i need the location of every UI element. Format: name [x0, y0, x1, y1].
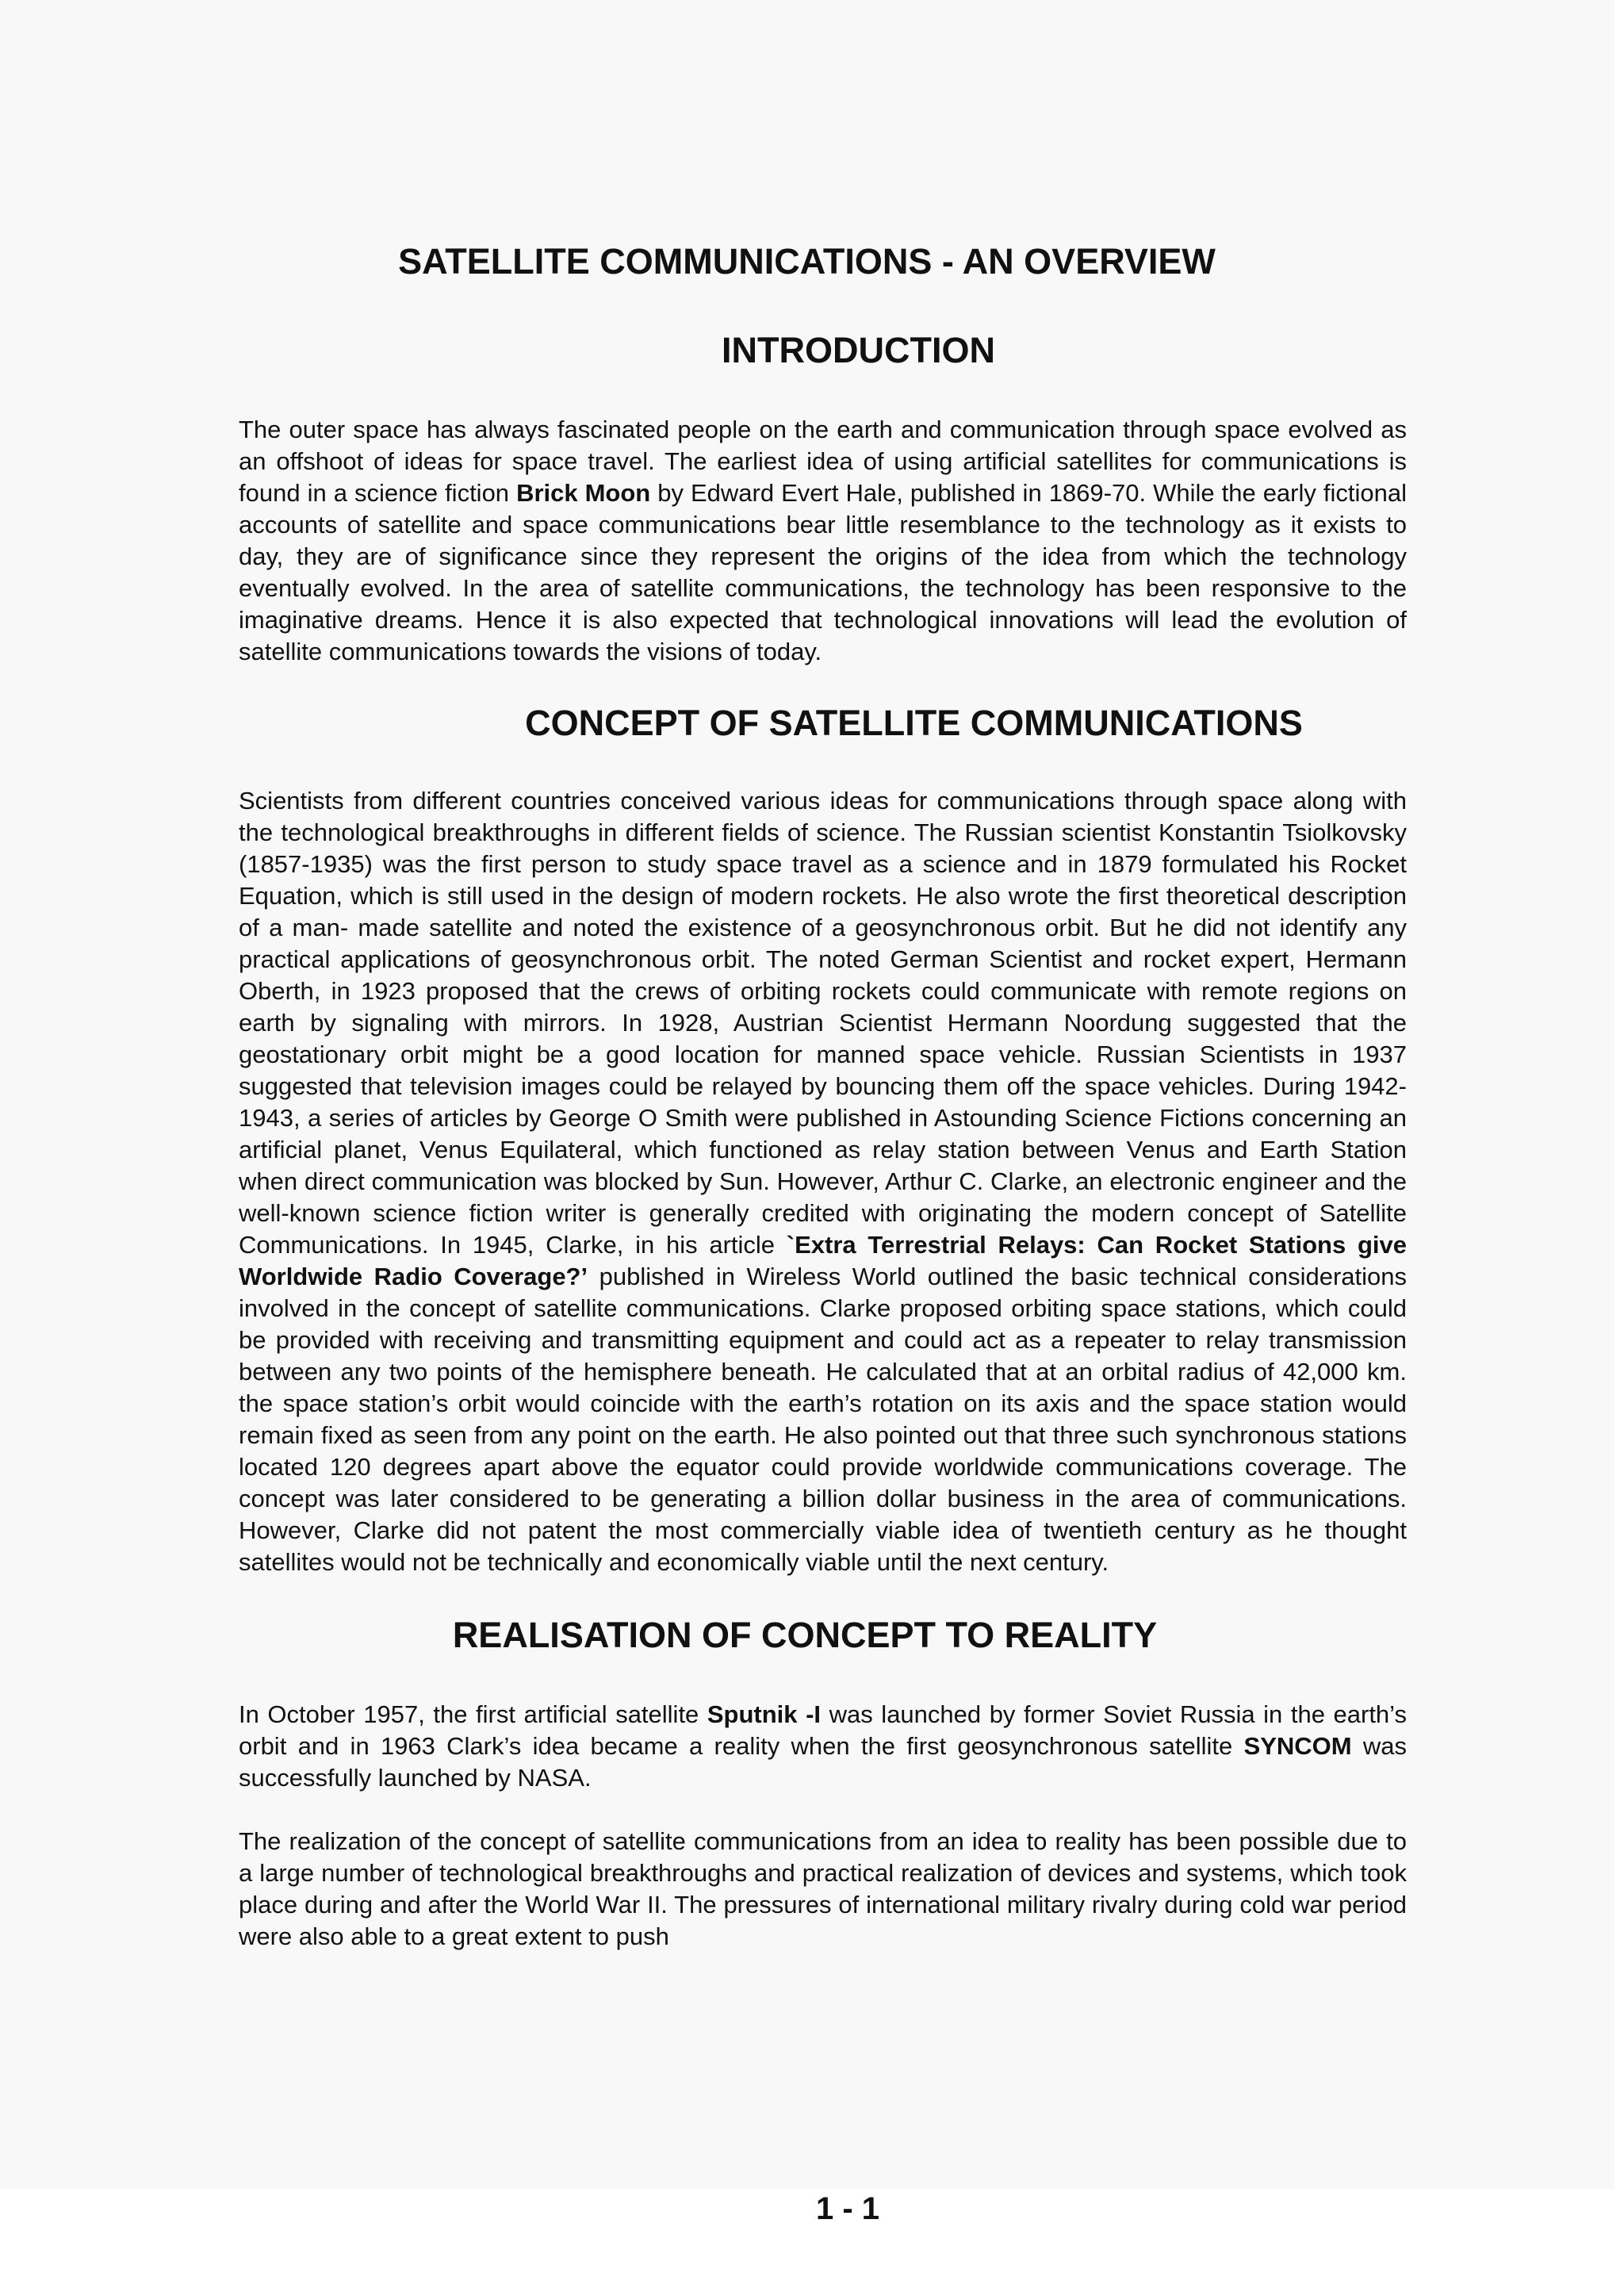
- syncom-name: SYNCOM: [1243, 1732, 1352, 1760]
- section-heading-introduction: INTRODUCTION: [722, 330, 995, 370]
- intro-book-title: Brick Moon: [516, 479, 651, 507]
- page-number: 1 - 1: [815, 2191, 880, 2226]
- realisation-text-1: In October 1957, the first artificial satellite: [239, 1700, 707, 1728]
- section-heading-realisation: REALISATION OF CONCEPT TO REALITY: [452, 1615, 1158, 1655]
- concept-text-2: published in Wireless World outlined the basic technical considerations involved in the concept of satellite communications. Clarke proposed orbiting space stations, which could be provided with receiving and transmitting equipment and could act as a repeater to relay transmission between any two points of the hemisphere beneath. He calculated that at an orbital radius of 42,000 km. the space station’s orbit would coincide with the earth’s rotation on its axis and the space station would remain fixed as seen from any point on the earth. He also pointed out that three such synchronous stations located 120 degrees apart above the equator could provide worldwide communications coverage. The concept was later considered to be generating a billion dollar business in the area of communications. However, Clarke did not patent the most commercially viable idea of twentieth century as he thought satellites would not be technically and economically viable until the next century.: [239, 1263, 1408, 1576]
- document-body: [239, 238, 1407, 1953]
- realisation-text-2: was launched by former Soviet Russia in the earth’s orbit and in 1963 Clark’s idea became a reality when the first geosynchronous satellite: [239, 1700, 1408, 1760]
- concept-article-title: `Extra Terrestrial Relays: Can Rocket Stations give Worldwide Radio Coverage?’: [239, 1231, 1407, 1290]
- realisation-paragraph-1: [239, 1699, 1407, 1794]
- document-title: SATELLITE COMMUNICATIONS - AN OVERVIEW: [398, 241, 1216, 282]
- intro-text-1: The outer space has always fascinated people on the earth and communication through space evolved as an offshoot of ideas for space travel. The earliest idea of using artificial satellites for communications is found in a science fiction: [239, 416, 1407, 507]
- concept-text-1: Scientists from different countries conceived various ideas for communications through space along with the technological breakthroughs in different fields of science. The Russian scientist Konstantin Tsiolkovsky (1857-1935) was the first person to study space travel as a science and in 1879 formulated his Rocket Equation, which is still used in the design of modern rockets. He also wrote the first theoretical description of a man- made satellite and noted the existence of a geosynchronous orbit. But he did not identify any practical applications of geosynchronous orbit. The noted German Scientist and rocket expert, Hermann Oberth, in 1923 proposed that the crews of orbiting rockets could communicate with remote regions on earth by signaling with mirrors. In 1928, Austrian Scientist Hermann Noordung suggested that the geostationary orbit might be a good location for manned space vehicle. Russian Scientists in 1937 suggested that television images could be relayed by bouncing them off the space vehicles. During 1942-1943, a series of articles by George O Smith were published in Astounding Science Fictions concerning an artificial planet, Venus Equilateral, which functioned as relay station between Venus and Earth Station when direct communication was blocked by Sun. However, Arthur C. Clarke, an electronic engineer and the well-known science fiction writer is generally credited with originating the modern concept of Satellite Communications. In 1945, Clarke, in his article: [239, 787, 1407, 1259]
- sputnik-name: Sputnik -I: [707, 1700, 822, 1728]
- section-heading-concept: CONCEPT OF SATELLITE COMMUNICATIONS: [525, 703, 1303, 743]
- intro-text-2: by Edward Evert Hale, published in 1869-70. While the early fictional accounts of satellite and space communications bear little resemblance to the technology as it exists to day, they are of significance since they represent the origins of the idea from which the technology eventually evolved. In the area of satellite communications, the technology has been responsive to the imaginative dreams. Hence it is also expected that technological innovations will lead the evolution of satellite communications towards the visions of today.: [239, 479, 1407, 665]
- realisation-text-3: was successfully launched by NASA.: [239, 1732, 1407, 1792]
- intro-paragraph: [239, 414, 1407, 668]
- realisation-paragraph-2: The realization of the concept of satellite communications from an idea to reality has been possible due to a large number of technological breakthroughs and practical realization of devices and systems, which took place during and after the World War II. The pressures of international military rivalry during cold war period were also able to a great extent to push: [239, 1827, 1407, 1950]
- concept-paragraph: [239, 785, 1407, 1578]
